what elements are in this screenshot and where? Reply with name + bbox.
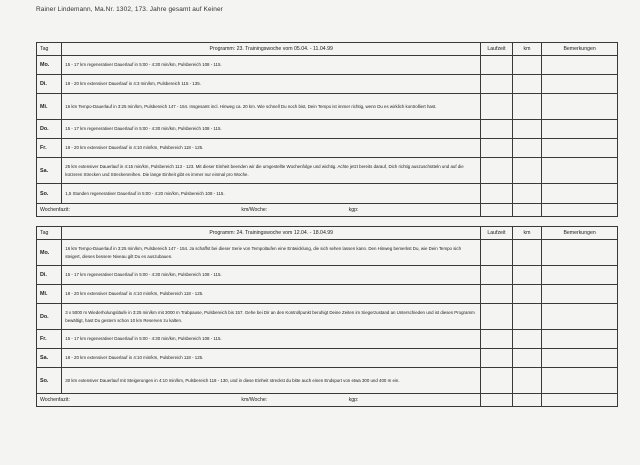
col-header-km: km	[512, 43, 541, 56]
day-label: Mo.	[37, 56, 62, 75]
table-row	[37, 139, 618, 158]
km-cell	[512, 349, 541, 368]
day-description: 16 km Tempo-Dauerlauf in 3:25 min/km, Pulsbereich 147 - 154. Ja schaffst bei dieser Serie von Tempoläufen eine Entwicklung, die sich sehen lassen kann. Den Hinweg bemerkst Du, wie Dein Tempo sich steigert, dieses bessere Niveau gilt Du es auszubauen.	[62, 240, 481, 266]
bemerkungen-cell	[542, 184, 618, 204]
program-24-table	[36, 226, 618, 407]
table-row	[37, 240, 618, 266]
day-description: 18 - 20 km extensiver Dauerlauf in 4:10 min/km, Pulsbereich 118 - 125.	[62, 139, 481, 158]
col-header-bemerkungen: Bemerkungen	[542, 43, 618, 56]
bemerkungen-cell	[542, 120, 618, 139]
bemerkungen-cell	[542, 349, 618, 368]
day-description: 15 - 17 km regenerativer Dauerlauf in 5:00 - 4:30 min/km, Pulsbereich 108 - 115.	[62, 120, 481, 139]
laufzeit-total-cell	[481, 394, 513, 407]
bemerkungen-total-cell	[542, 204, 618, 217]
day-label: Fr.	[37, 330, 62, 349]
bemerkungen-total-cell	[542, 394, 618, 407]
wochenfazit-label: Wochenfazit:	[40, 397, 70, 403]
program-title: Programm: 24. Trainingswoche vom 12.04. - 18.04.99	[62, 227, 481, 240]
table-row	[37, 56, 618, 75]
day-description: 15 - 17 km regenerativer Dauerlauf in 5:00 - 4:30 min/km, Pulsbereich 108 - 115.	[62, 266, 481, 285]
day-label: So.	[37, 368, 62, 394]
laufzeit-cell	[481, 139, 513, 158]
bemerkungen-cell	[542, 56, 618, 75]
day-label: Do.	[37, 120, 62, 139]
laufzeit-cell	[481, 349, 513, 368]
table-row	[37, 75, 618, 94]
table-row	[37, 94, 618, 120]
table-row	[37, 304, 618, 330]
day-label: Di.	[37, 266, 62, 285]
col-header-laufzeit: Laufzeit	[481, 43, 513, 56]
col-header-km: km	[512, 227, 541, 240]
day-description: 18 - 20 km extensiver Dauerlauf in 4:3 min/km, Pulsbereich 115 - 135.	[62, 75, 481, 94]
table-row	[37, 266, 618, 285]
day-description: 1,5 Stunden regenerativer Dauerlauf in 5:00 - 4:20 min/km, Pulsbereich 108 - 115.	[62, 184, 481, 204]
km-cell	[512, 240, 541, 266]
km-total-cell	[512, 204, 541, 217]
day-label: Mi.	[37, 94, 62, 120]
day-label: Do.	[37, 304, 62, 330]
table-row	[37, 120, 618, 139]
laufzeit-cell	[481, 368, 513, 394]
week-summary-row	[37, 394, 618, 407]
kgp-label: kgp:	[348, 397, 359, 403]
km-cell	[512, 330, 541, 349]
bemerkungen-cell	[542, 240, 618, 266]
week-summary-row	[37, 204, 618, 217]
wochenfazit-label: Wochenfazit:	[40, 207, 70, 213]
laufzeit-cell	[481, 75, 513, 94]
bemerkungen-cell	[542, 158, 618, 184]
laufzeit-cell	[481, 120, 513, 139]
day-description: 15 - 17 km regenerativer Dauerlauf in 5:00 - 4:30 min/km, Pulsbereich 108 - 115.	[62, 56, 481, 75]
laufzeit-cell	[481, 285, 513, 304]
km-week-label: km/Woche:	[241, 207, 268, 213]
kgp-label: kgp:	[348, 207, 359, 213]
bemerkungen-cell	[542, 94, 618, 120]
laufzeit-cell	[481, 240, 513, 266]
km-cell	[512, 266, 541, 285]
laufzeit-cell	[481, 158, 513, 184]
day-description: 25 km extensiver Dauerlauf in 4:15 min/km, Pulsbereich 113 - 123. Mit dieser Einheit beenden wir die umgestellte Wochenfolge und wichtig. Achte jetzt bereits darauf, Dich richtig auszuschütteln und auf die kürzeren Strecken und Streckenreihen. Die lange Einheit gibt es immer nur einmal pro Woche.	[62, 158, 481, 184]
laufzeit-cell	[481, 56, 513, 75]
day-label: Mi.	[37, 285, 62, 304]
km-cell	[512, 285, 541, 304]
km-cell	[512, 56, 541, 75]
document-header: Rainer Lindemann, Ma.Nr. 1302, 173. Jahre gesamt auf Keiner	[36, 6, 223, 13]
table-row	[37, 368, 618, 394]
table-row	[37, 330, 618, 349]
km-cell	[512, 368, 541, 394]
table-row	[37, 184, 618, 204]
week-summary-cell	[37, 204, 481, 217]
bemerkungen-cell	[542, 75, 618, 94]
km-cell	[512, 158, 541, 184]
day-label: Sa.	[37, 349, 62, 368]
week-summary-cell	[37, 394, 481, 407]
laufzeit-total-cell	[481, 204, 513, 217]
bemerkungen-cell	[542, 266, 618, 285]
laufzeit-cell	[481, 184, 513, 204]
km-week-label: km/Woche:	[241, 397, 268, 403]
laufzeit-cell	[481, 304, 513, 330]
table-row	[37, 158, 618, 184]
col-header-tag: Tag	[37, 227, 62, 240]
km-cell	[512, 94, 541, 120]
km-cell	[512, 139, 541, 158]
laufzeit-cell	[481, 330, 513, 349]
bemerkungen-cell	[542, 139, 618, 158]
day-label: Di.	[37, 75, 62, 94]
km-cell	[512, 184, 541, 204]
day-description: 15 - 17 km regenerativer Dauerlauf in 5:00 - 4:30 min/km, Pulsbereich 108 - 115.	[62, 330, 481, 349]
table-row	[37, 285, 618, 304]
program-23-table	[36, 42, 618, 217]
laufzeit-cell	[481, 94, 513, 120]
bemerkungen-cell	[542, 330, 618, 349]
day-label: Fr.	[37, 139, 62, 158]
col-header-tag: Tag	[37, 43, 62, 56]
col-header-laufzeit: Laufzeit	[481, 227, 513, 240]
km-cell	[512, 304, 541, 330]
day-description: 16 km Tempo-Dauerlauf in 3:25 min/km, Pulsbereich 147 - 154. Insgesamt incl. Hinweg ca. 20 km. Wie schnell Du noch bist, Dein Tempo ist immer richtig, wenn Du es wirklich kontrolliert hast.	[62, 94, 481, 120]
day-description: 18 - 20 km extensiver Dauerlauf in 4:10 min/km, Pulsbereich 118 - 125.	[62, 285, 481, 304]
day-description: 3 x 5000 m Wiederholungsläufe in 3:25 min/km mit 3000 m Trabpause, Pulsbereich bis 157. Gehe bei Dir an den Kontrollpunkt beruhigt Deine Zeiten im Siegerzustand an Unterschieden und ist dieses Programm bewältigt, hast Du gestern schon 10 km Reserven zu kalten.	[62, 304, 481, 330]
bemerkungen-cell	[542, 285, 618, 304]
km-cell	[512, 75, 541, 94]
day-description: 30 km extensiver Dauerlauf mit Steigerungen in 4:10 min/km, Pulsbereich 118 - 130, und in diese Einheit streckst du bitte auch einen Endspurt von etwa 300 und 400 m ein.	[62, 368, 481, 394]
km-cell	[512, 120, 541, 139]
day-label: Mo.	[37, 240, 62, 266]
program-title: Programm: 23. Trainingswoche vom 05.04. - 11.04.99	[62, 43, 481, 56]
laufzeit-cell	[481, 266, 513, 285]
bemerkungen-cell	[542, 304, 618, 330]
bemerkungen-cell	[542, 368, 618, 394]
day-label: So.	[37, 184, 62, 204]
col-header-bemerkungen: Bemerkungen	[542, 227, 618, 240]
km-total-cell	[512, 394, 541, 407]
day-label: Sa.	[37, 158, 62, 184]
table-row	[37, 349, 618, 368]
day-description: 18 - 20 km extensiver Dauerlauf in 4:10 min/km, Pulsbereich 118 - 125.	[62, 349, 481, 368]
